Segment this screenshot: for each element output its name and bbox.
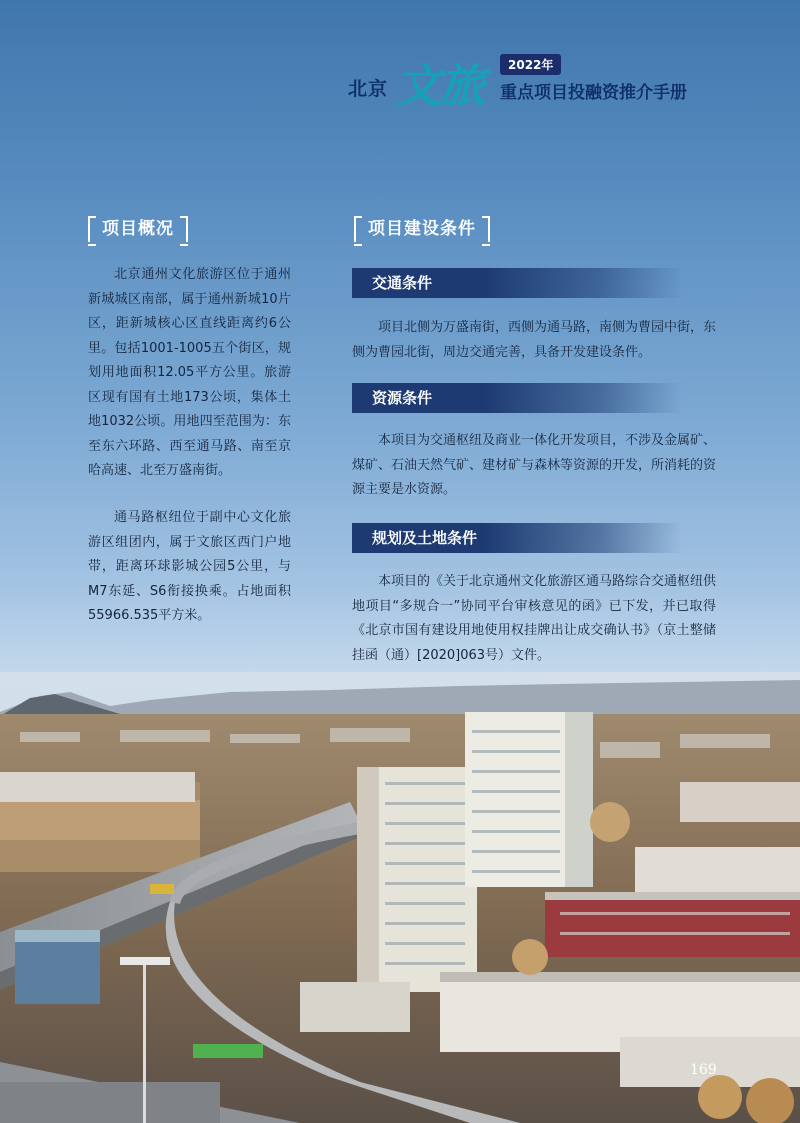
header-wenlv-logo: 文旅 (395, 59, 483, 113)
header-beijing: 北京 (348, 78, 389, 100)
city-aerial-photo (0, 672, 800, 1123)
city-aerial-illustration (0, 672, 800, 1123)
planning-land-condition-text: 本项目的《关于北京通州文化旅游区通马路综合交通枢纽供地项目“多规合一”协同平台审核意见的函》已下发，并已取得《北京市国有建设用地使用权挂牌出让成交确认书》（京土整储挂函（通）[2020]063号）文件。 (352, 574, 717, 663)
overview-heading: 项目概况 (88, 216, 188, 242)
header-year-badge: 2022年 (500, 54, 561, 75)
traffic-condition-text: 项目北侧为万盛南街，西侧为通马路，南侧为曹园中街，东侧为曹园北街，周边交通完善，具备开发建设条件。 (352, 320, 717, 360)
traffic-condition-banner: 交通条件 (352, 268, 682, 298)
resource-condition-banner: 资源条件 (352, 383, 682, 413)
conditions-heading: 项目建设条件 (354, 216, 490, 242)
overview-paragraph-1: 北京通州文化旅游区位于通州新城城区南部，属于通州新城10片区，距新城核心区直线距离约6公里。包括1001-1005五个街区，规划用地面积12.05平方公里。旅游区现有国有土地173公顷，集体土地1032公顷。用地四至范围为：东至东六环路、西至通马路、南至京哈高速、北至万盛南街。 (88, 267, 291, 478)
header-subtitle: 重点项目投融资推介手册 (500, 83, 687, 103)
page-number: 169 (690, 1062, 717, 1078)
overview-paragraph-2: 通马路枢纽位于副中心文化旅游区组团内，属于文旅区西门户地带，距离环球影城公园5公里，与M7东延、S6衔接换乘。占地面积55966.535平方米。 (88, 510, 291, 623)
brochure-header (340, 48, 740, 118)
planning-land-condition-banner: 规划及土地条件 (352, 523, 682, 553)
resource-condition-text: 本项目为交通枢纽及商业一体化开发项目，不涉及金属矿、煤矿、石油天然气矿、建材矿与森林等资源的开发，所消耗的资源主要是水资源。 (352, 433, 717, 497)
